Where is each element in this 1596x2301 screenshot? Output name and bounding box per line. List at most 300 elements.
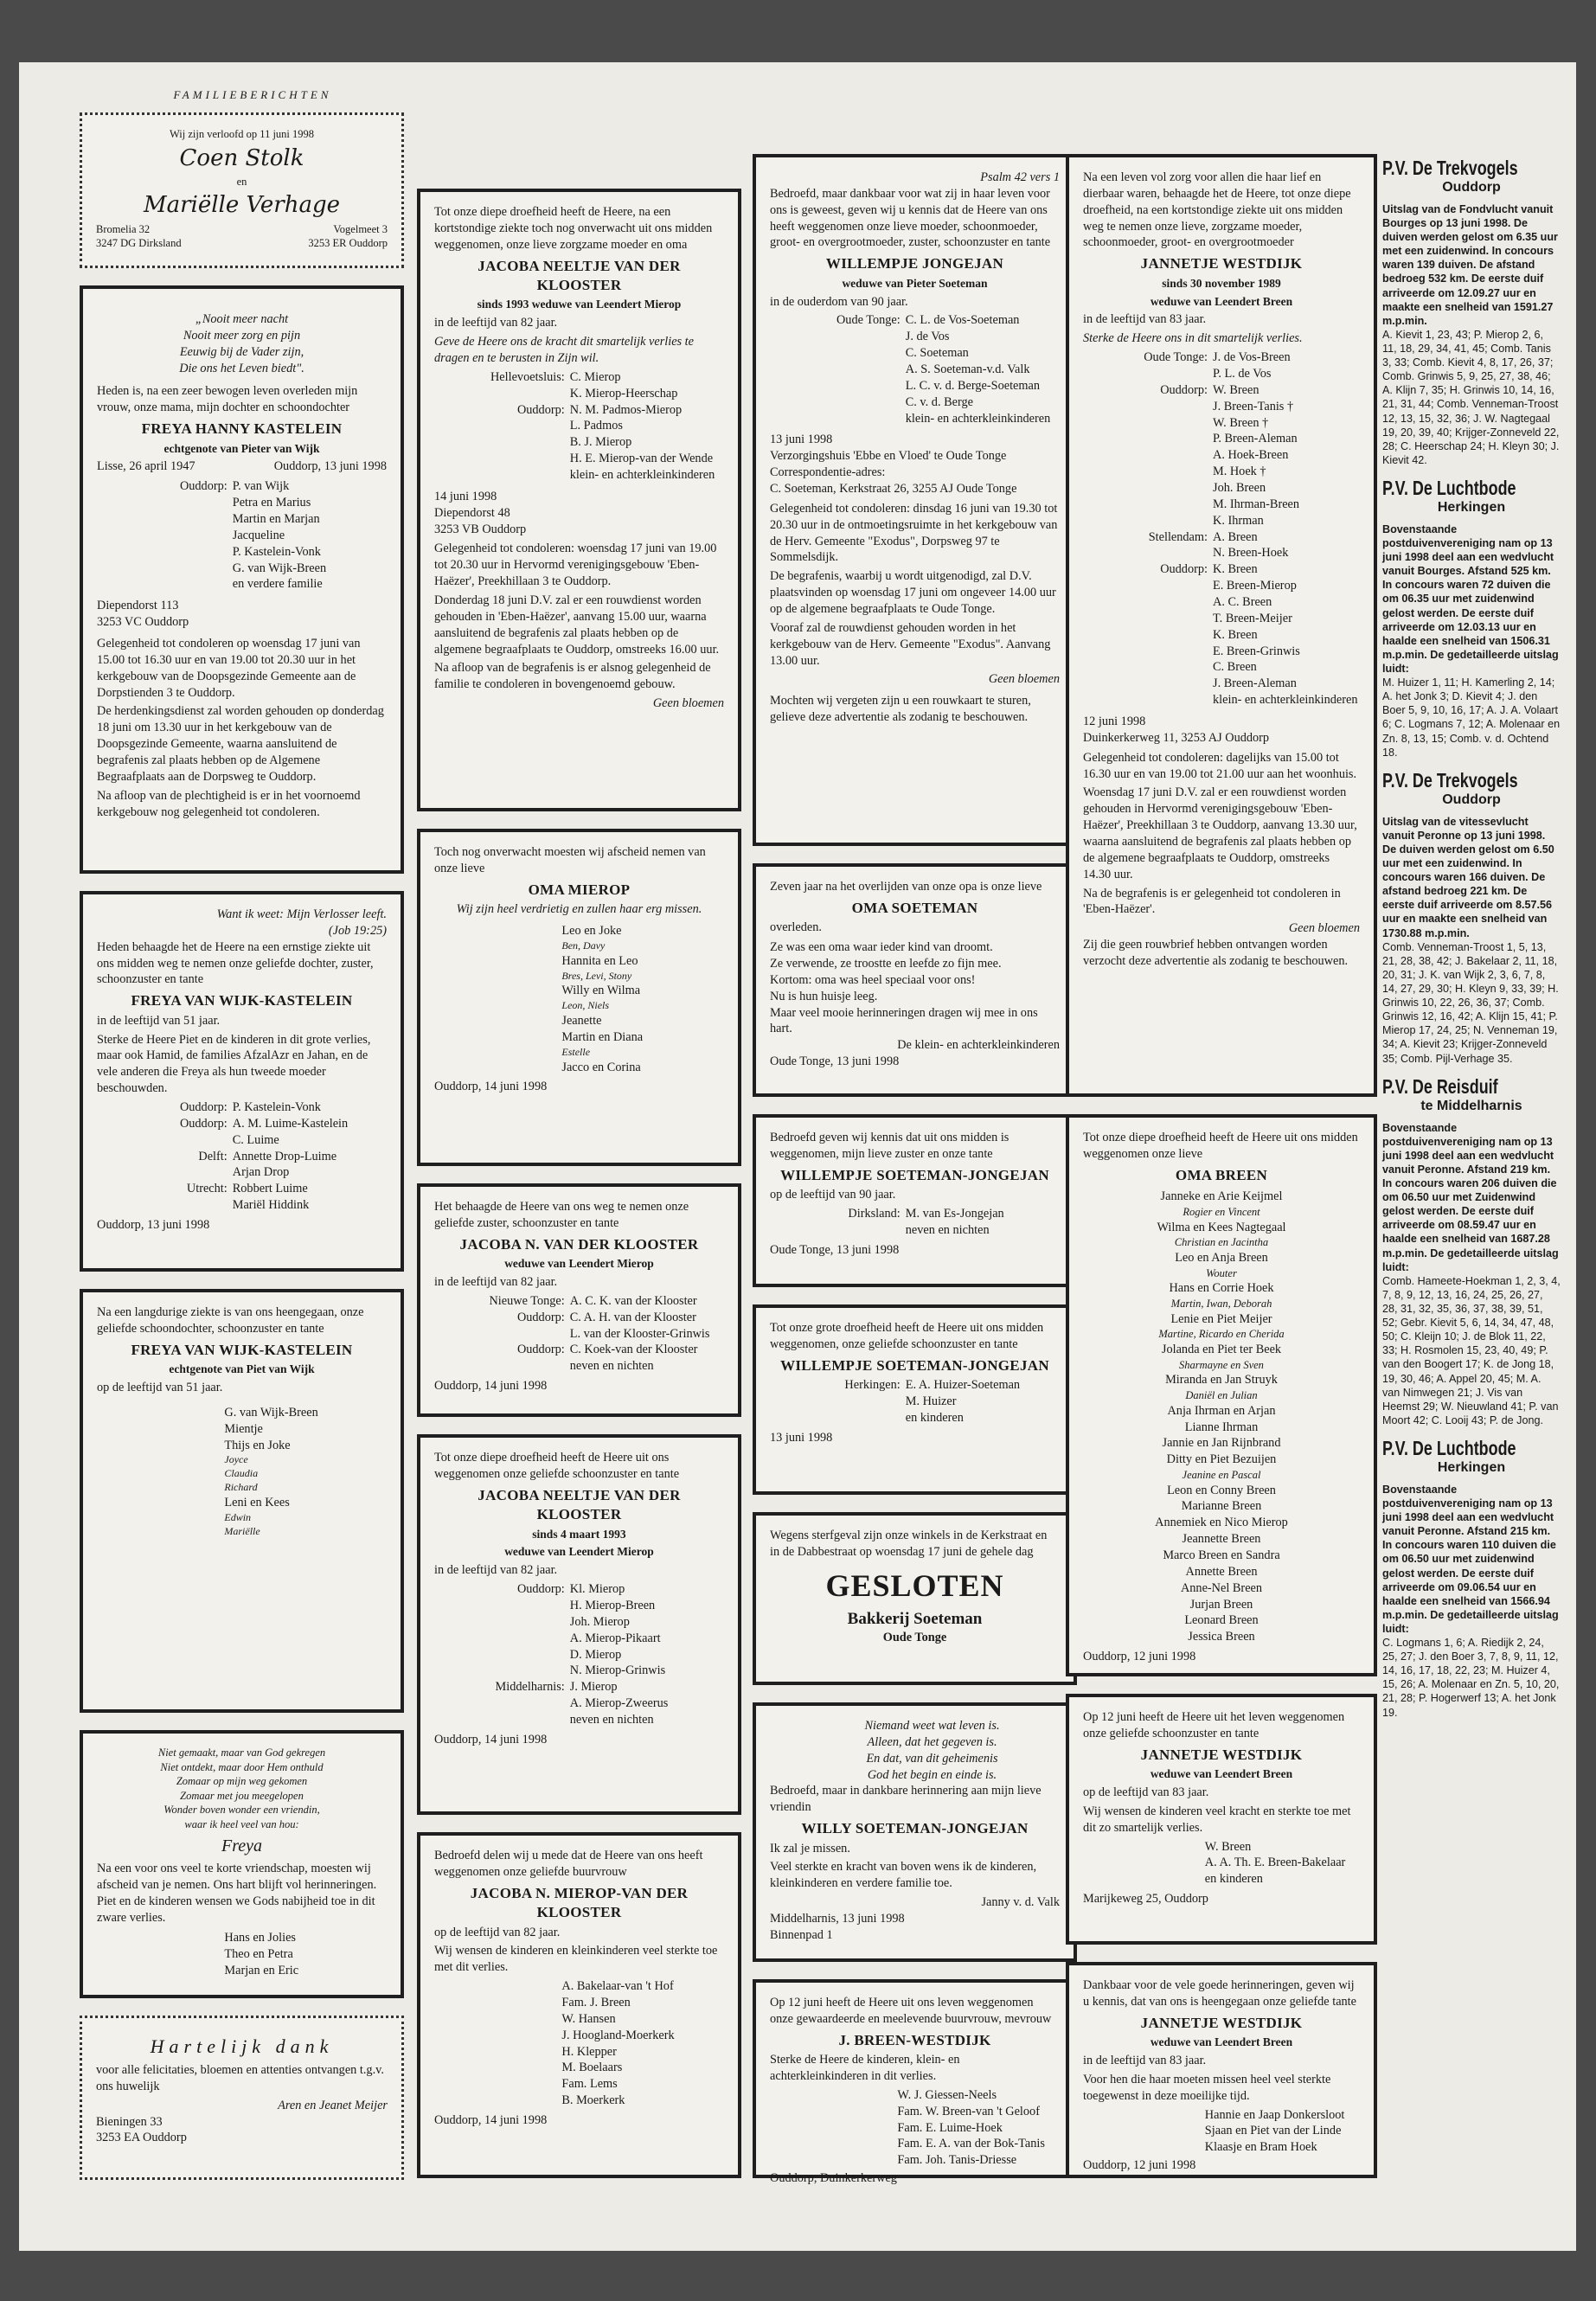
obituary-footer: Ouddorp, 14 juni 1998 [434,1080,548,1094]
deceased-name: FREYA VAN WIJK-KASTELEIN [131,1341,353,1358]
relatives-list [434,1293,724,1375]
relative-group [1083,561,1360,708]
friendship-poem: Niet gemaakt, maar van God gekregen Niet ontdekt, maar door Hem onthuld Zomaar op mijn weg gekomen Zomaar met jou meegelopen Wonder boven wonder een vriendin, waar ik heel veel van hou: [157,1747,326,1830]
obituary-text: Ik zal je missen. [770,1841,850,1856]
obituary-footer: 13 juni 1998 [770,1430,833,1445]
list-subitem: Ben, Davy [561,939,606,952]
obituary-jacoba-1 [417,189,741,811]
list-item: Jurjan Breen [1189,1597,1253,1612]
relative-place: Ouddorp: [179,1116,228,1131]
race-summary: Bovenstaande postduivenvereniging nam op 13 juni 1998 deel aan een wedvlucht vanuit Bourges. Afstand 525 km. In concours waren 72 duiven die om 06.35 uur met zuidenwind gelost werden. De eerste duif arriveerde om 12.03.13 uur en haalde een snelheid van 1506.31 m.p.min. De gedetailleerde uitslag luidt: [1382,522,1559,675]
obituary-body: Gelegenheid tot condoleren op woensdag 17 juni van 15.00 tot 16.30 uur en van 19.00 tot 20.30 uur in het kerkgebouw van de Doopsgezinde Gemeente aan de Dorpstienden 3 te Ouddorp. [97,637,361,700]
list-item: Annemiek en Nico Mierop [1155,1516,1288,1530]
list-item: Thijs en Joke [224,1438,291,1452]
obituary-quote: Geve de Heere ons de kracht dit smartelijk verlies te dragen en te berusten in Zijn wil. [434,335,694,365]
deceased-name: OMA SOETEMAN [851,899,978,916]
list-item: en kinderen [1204,1872,1263,1887]
relative-names [1213,561,1360,708]
relative-name: W. Breen [1213,382,1259,397]
list-item: Marco Breen en Sandra [1163,1548,1280,1563]
list-item: Anja Ihrman en Arjan [1167,1403,1276,1418]
obituary-willy-friend [753,1702,1077,1962]
club-name: P.V. De Trekvogels [1382,157,1518,179]
obituary-jannetje-3 [1066,1962,1377,2178]
relative-place: Ouddorp: [516,402,565,417]
obituary-text: Heden is, na een zeer bewogen leven overleden mijn vrouw, onze mama, mijn dochter en schoondochter [97,384,358,415]
relative-group [1083,349,1360,382]
obituary-text: Na een langdurige ziekte is van ons heengegaan, onze geliefde schoondochter, schoonzuster en tante [97,1305,364,1336]
obituary-body: Woensdag 17 juni D.V. zal er een rouwdienst worden gehouden in Hervormd verenigingsgebouw 'Eben-Haëzer', Preekhillaan 3 te Ouddorp, aanvang 13.30 uur, waarna aansluitend de begrafenis zal plaats hebben op de algemene begraafplaats te Ouddorp, omstreeks 14.30 uur. [1083,785,1357,881]
relative-place: Herkingen: [844,1378,901,1393]
friendship-poem: Niemand weet wat leven is. Alleen, dat het gegeven is. En dat, van dit geheimenis God het begin en einde is. [864,1719,1000,1782]
list-item: Fam. Joh. Tanis-Driesse [897,2153,1017,2168]
race-results: M. Huizer 1, 11; H. Kamerling 2, 14; A. het Jonk 3; D. Kievit 4; J. den Boer 5, 9, 10, 16, 17; A. J. A. Volaart 6; C. Logmans 7, 12; A. Molenaar en Zn. 8, 13, 15; Comb. v. d. Ochtend 18. [1382,676,1561,759]
relative-name: A. C. Breen [1213,594,1272,609]
list-subitem: Jeanine en Pascal [1182,1469,1261,1482]
deceased-spouse: weduwe van Leendert Breen [1150,294,1293,308]
relatives-list [1083,349,1360,708]
deceased-age: in de leeftijd van 51 jaar. [97,1013,221,1028]
relative-names [906,1377,1060,1426]
relative-name: P. Breen-Aleman [1213,432,1298,446]
list-item: Annette Breen [1185,1564,1258,1579]
list-subitem: Mariëlle [224,1524,260,1537]
relative-group [434,1310,724,1343]
family-list: Ouddorp: P. van Wijk Petra en Marius Martin en Marjan Jacqueline P. Kastelein-Vonk G. van Wijk-Breen en verdere familie [179,479,327,592]
relative-names [570,1310,724,1343]
deceased-name: JACOBA N. VAN DER KLOOSTER [459,1235,699,1253]
relative-place: Ouddorp: [516,1310,565,1324]
list-subitem: Joyce [224,1453,248,1466]
deceased-name: WILLEMPJE SOETEMAN-JONGEJAN [780,1356,1049,1374]
deceased-name: OMA BREEN [1175,1166,1268,1183]
relative-names [570,1581,724,1679]
relative-name: E. Breen-Grinwis [1213,644,1300,658]
list-item: H. Klepper [561,2044,617,2059]
deceased-spouse: weduwe van Leendert Mierop [504,1257,654,1271]
obituary-footer: Ouddorp, 13 juni 1998 [97,1218,210,1233]
relative-group [770,1206,1060,1239]
deceased-age: op de leeftijd van 82 jaar. [434,1925,561,1939]
obituary-body: De begrafenis, waarbij u wordt uitgenodigd, zal D.V. plaatsvinden op woensdag 17 juni om ongeveer 14.00 uur op de algemene begraafplaats te Oude Tonge. [770,569,1056,617]
list-item: A. A. Th. E. Breen-Bakelaar [1204,1856,1346,1870]
obituary-text: Op 12 juni heeft de Heere uit het leven weggenomen onze geliefde schoonzuster en tante [1083,1710,1345,1740]
relative-names [233,1149,387,1182]
newspaper-page [19,62,1576,2251]
list-subitem: Claudia [224,1467,259,1480]
obituary-body: Wij wensen de kinderen veel kracht en sterkte toe met dit zo smartelijk verlies. [1083,1804,1351,1835]
obituary-footer: Ouddorp, 14 juni 1998 [434,1379,548,1394]
obituary-body: Sterke de Heere de kinderen, klein- en achterkleinkinderen in dit verlies. [770,2053,960,2084]
deceased-age: op de leeftijd van 83 jaar. [1083,1785,1209,1799]
thank-you-ad [80,2016,404,2180]
obituary-willempje-3 [753,1304,1077,1495]
list-item: W. Breen [1204,1839,1252,1854]
club-name: P.V. De Luchtbode [1382,1436,1516,1459]
obituary-body: Na afloop van de plechtigheid is er in het voornoemd kerkgebouw nog gelegenheid tot condoleren. [97,788,361,819]
relative-name: L. C. v. d. Berge-Soeteman [905,378,1040,393]
relative-name: K. Breen [1213,562,1258,577]
engagement-intro: Wij zijn verloofd op 11 juni 1998 [169,128,315,140]
relative-name: M. van Es-Jongejan [905,1207,1004,1221]
relative-name: E. Breen-Mierop [1213,579,1297,593]
relative-place: Ouddorp: [1160,562,1208,577]
obituary-body: Donderdag 18 juni D.V. zal er een rouwdienst worden gehouden in 'Eben-Haëzer', aanvang 15.00 uur, waarna aansluitend de begrafenis zal plaats hebben op de algemene begraafplaats te Ouddorp, omstreeks 16.00 uur. [434,593,720,657]
relative-name: M. Huizer [905,1394,957,1409]
farewell-text: Na een voor ons veel te korte vriendschap, moesten wij afscheid van je nemen. Ons hart blijft vol herinneringen. Piet en de kinderen wensen we Gods nabijheid toe in dit zware verlies. [97,1862,377,1925]
obituary-text: overleden. [770,920,822,935]
relative-name: Arjan Drop [232,1165,290,1180]
relative-group [434,1679,724,1728]
relatives-list [434,1581,724,1728]
deceased-since: sinds 30 november 1989 [1162,276,1281,290]
relative-names [1213,529,1360,562]
relative-name: Annette Drop-Luime [232,1149,337,1163]
obituary-body: Voor hen die haar moeten missen heel veel sterkte toegewenst in deze moeilijke tijd. [1083,2072,1331,2103]
farewell-freya-friends [80,1730,404,1998]
obituary-text: Dankbaar voor de vele goede herinneringen, geven wij u kennis, dat van ons is heengegaan onze geliefde tante [1083,1978,1357,2009]
relative-names [570,1293,724,1310]
list-item: J. Hoogland-Moerkerk [561,2028,675,2042]
obituary-poem: Ze was een oma waar ieder kind van droomt. Ze verwende, ze troostte en leefde zo fijn mee. Kortom: oma was heel speciaal voor ons! Nu is hun huisje leeg. Maar veel mooie herinneringen dragen wij mee in ons hart. [770,940,1038,1036]
list-item: Jeannette Breen [1182,1532,1261,1547]
obituary-breen-neighbours [753,1979,1077,2186]
obituary-oma-mierop [417,829,741,1166]
friend-name: Freya [221,1836,262,1856]
list-subitem: Leon, Niels [561,999,610,1012]
race-results: Comb. Venneman-Troost 1, 5, 13, 21, 28, 38, 42; J. Bakelaar 2, 11, 18, 20, 31; J. K. van Wijk 2, 3, 6, 7, 8, 14, 27, 29, 30; H. Kleyn 9, 33, 39; H. Grinwis 10, 22, 26, 36, 37; Comb. Grinwis 12, 16, 42; A. Klijn 15, 41; P. Mierop 17, 24, 25; N. Venneman 19, 34; A. Kievit 23; Krijger-Zonneveld 35; Comb. Pijl-Verhage 35. [1382,940,1559,1065]
relative-place: Nieuwe Tonge: [489,1293,565,1308]
list-item: Miranda en Jan Struyk [1165,1373,1278,1388]
family-list [1083,1839,1360,1888]
relative-place: Dirksland: [848,1207,901,1221]
relative-place: Ouddorp: [516,1582,565,1597]
race-results: Comb. Hameete-Hoekman 1, 2, 3, 4, 7, 8, 9, 12, 13, 16, 24, 25, 26, 27, 28, 31, 32, 35, 36, 37, 38, 39, 51, 52; Gebr. Kievit 5, 6, 14, 34, 47, 48, 50; C. Kleijn 10; J. de Blok 11, 22, 33; H. Rosmolen 15, 23, 40, 49; P. van den Boogert 17; K. de Jong 18, 19, 30, 46; A. Appel 20, 45; M. A. van Nimwegen 21; J. Vis van Heemst 29; W. Nieuwland 41; P. van Moort 42; C. Looij 43; P. de Jong. [1382,1274,1561,1426]
obituary-poem: „Nooit meer nacht Nooit meer zorg en pijn Eeuwig bij de Vader zijn, Die ons het Leven biedt". [179,312,304,375]
list-subitem: Wouter [1206,1266,1237,1279]
relative-name: neven en nichten [905,1222,990,1237]
list-subitem: Martine, Ricardo en Cherida [1158,1328,1285,1341]
list-item: Jacco en Corina [561,1060,641,1074]
relative-name: L. van der Klooster-Grinwis [569,1326,710,1341]
obituary-body: Na afloop van de begrafenis is er alsnog gelegenheid de familie te condoleren in bovengenoemd gebouw. [434,661,711,692]
obituary-text: Bedroefd, maar in dankbare herinnering aan mijn lieve vriendin [770,1784,1042,1815]
obituary-footer: Ouddorp, 12 juni 1998 [1083,2158,1196,2173]
deceased-age: in de leeftijd van 82 jaar. [434,1563,558,1578]
obituary-sign: De klein- en achterkleinkinderen [897,1038,1060,1053]
relative-name: B. J. Mierop [569,435,632,450]
club-name: P.V. De Luchtbode [1382,476,1516,499]
list-item: Hannita en Leo [561,953,638,968]
relative-name: klein- en achterkleinkinderen [1213,693,1358,708]
relative-name: L. Padmos [569,419,623,433]
deceased-name: JACOBA NEELTJE VAN DER KLOOSTER [478,257,681,294]
relative-place: Oude Tonge: [1144,350,1208,365]
list-item: Mientje [224,1421,263,1436]
obituary-text: Heden behaagde het de Heere na een ernstige ziekte uit ons midden weg te nemen onze geliefde dochter, zuster, schoonzuster en tante [97,939,374,987]
relative-group [1083,529,1360,562]
relative-name: C. Luime [232,1132,279,1147]
obituary-text: Bedroefd, maar dankbaar voor wat zij in haar leven voor ons is geweest, geven wij u kennis dat de Heere van ons heeft weggenomen onze lieve moeder, schoonmoeder, groot- en overgrootmoeder, zuster, schoonzuster en tante [770,186,1051,250]
relatives-list [770,1206,1060,1239]
race-summary: Uitslag van de Fondvlucht vanuit Bourges op 13 juni 1998. De duiven werden gelost om 6.35 uur met een zuidenwind. In concours waren 139 duiven. De afstand bedroeg 532 km. De eerste duif arriveerde om 12.09.27 uur en maakte een snelheid van 1591.27 m.p.min. [1382,202,1558,327]
relative-name: J. de Vos [905,330,950,344]
list-item: Jeanette [561,1014,602,1029]
list-item: W. J. Giessen-Neels [897,2087,997,2102]
obituary-text: Bedroefd delen wij u mede dat de Heere van ons heeft weggenomen onze geliefde buurvrouw [434,1849,703,1879]
obituary-willempje-2 [753,1114,1077,1287]
obituary-text: Toch nog onverwacht moesten wij afscheid nemen van onze lieve [434,845,706,875]
deceased-name: FREYA HANNY KASTELEIN [141,420,343,438]
bible-quote: Want ik weet: Mijn Verlosser leeft. [216,907,387,921]
family-list [1083,1189,1360,1645]
list-item: Fam. E. Luime-Hoek [897,2120,1003,2135]
relative-name: A. Mierop-Zweerus [569,1696,669,1711]
list-item: G. van Wijk-Breen [224,1405,318,1420]
closing-notice [753,1512,1077,1685]
relative-place: Ouddorp: [1160,382,1208,397]
relative-name: klein- en achterkleinkinderen [905,411,1051,426]
obituary-body: Wij wensen de kinderen en kleinkinderen veel sterkte toe met dit verlies. [434,1944,718,1975]
section-header: FAMILIEBERICHTEN [173,88,332,101]
relative-name: klein- en achterkleinkinderen [569,468,715,482]
relatives-list [770,312,1060,426]
relative-name: J. Mierop [569,1680,618,1695]
obituary-oma-breen [1066,1114,1377,1676]
relative-name: J. Breen-Aleman [1213,676,1297,691]
neighbour-list [770,2087,1060,2169]
relative-name: C. Soeteman [905,346,969,361]
deceased-age: op de leeftijd van 51 jaar. [97,1380,223,1394]
relative-names [233,1116,387,1149]
deceased-name: JACOBA NEELTJE VAN DER KLOOSTER [478,1486,681,1523]
deceased-spouse: weduwe van Leendert Breen [1150,1767,1293,1781]
name-coen: Coen Stolk [179,144,304,171]
relative-name: N. Breen-Hoek [1213,546,1289,561]
list-subitem: Rogier en Vincent [1183,1206,1260,1219]
relative-name: W. Breen † [1213,415,1269,430]
list-item: Marianne Breen [1181,1499,1262,1514]
relative-name: P. Kastelein-Vonk [232,1100,321,1115]
obituary-body: Veel sterkte en kracht van boven wens ik de kinderen, kleinkinderen en verdere familie toe. [770,1860,1037,1891]
list-item: Anne-Nel Breen [1180,1580,1263,1595]
engagement-addresses: Bromelia 32 3247 DG Dirksland Vogelmeet 3 3253 ER Ouddorp [96,222,388,250]
list-item: Leni en Kees [224,1495,290,1509]
deceased-name: JANNETJE WESTDIJK [1140,1746,1303,1763]
list-item: Sjaan en Piet van der Linde [1204,2124,1342,2138]
relative-place: Ouddorp: [516,1343,565,1357]
obituary-freya-1 [80,285,404,874]
closed-heading: GESLOTEN [825,1567,1004,1603]
obituary-footer: Geen bloemen [1288,921,1360,936]
deceased-age: in de leeftijd van 83 jaar. [1083,2053,1207,2067]
list-item: Lianne Ihrman [1184,1420,1259,1434]
list-subitem: Bres, Levi, Stony [561,969,632,982]
race-summary: Bovenstaande postduivenvereniging nam op 13 juni 1998 deel aan een wedvlucht vanuit Peronne. Afstand 219 km. In concours waren 206 duiven die om 06.50 uur met Zuidenwind gelost werden. De eerste duif arriveerde om 08.59.47 uur en haalde een snelheid van 1687.28 m.p.min. De gedetailleerde uitslag luidt: [1382,1121,1559,1273]
relative-group [97,1116,387,1149]
obituary-freya-3 [80,1289,404,1713]
obituary-quote: Wij zijn heel verdrietig en zullen haar erg missen. [456,902,702,917]
race-results: A. Kievit 1, 23, 43; P. Mierop 2, 6, 11, 18, 29, 34, 41, 45; Comb. Tanis 3, 33; Comb. Kievit 4, 8, 17, 26, 37; Comb. Grinwis 5, 9, 25, 27, 38, 46; A. Klijn 7, 35; H. Grinwis 10, 14, 16, 21, 31, 44; Comb. Venneman-Troost 12, 13, 15, 32, 36; J. W. Nagtegaal 19, 20, 39, 40; Krijger-Zonneveld 22, 28; C. Heerschap 24; H. Kleyn 30; J. Kievit 42. [1382,328,1560,466]
race-summary: Bovenstaande postduivenvereniging nam op 13 juni 1998 deel aan een wedvlucht vanuit Peronne. Afstand 215 km. In concours waren 110 duiven die om 06.50 uur met zuidenwind gelost werden. De eerste duif arriveerde om 09.06.54 uur en haalde een snelheid van 1566.94 m.p.min. De gedetailleerde uitslag luidt: [1382,1483,1559,1635]
obituary-text: Na een leven vol zorg voor allen die haar lief en dierbaar waren, behaagde het de Heere, tot onze diepe droefheid, na een kortstondige ziekte uit ons midden weg te nemen onze lieve, zorgzame moeder, schoonmoeder, groot- en overgrootmoeder [1083,170,1351,250]
relative-name: M. Ihrman-Breen [1213,497,1300,511]
relative-name: K. Breen [1213,627,1258,642]
relative-name: H. E. Mierop-van der Wende [569,452,714,466]
obituary-body: Na de begrafenis is er gelegenheid tot condoleren in 'Eben-Haëzer'. [1083,886,1341,917]
relative-names [1213,349,1360,382]
club-location: Ouddorp [1442,792,1501,808]
relative-group [97,1149,387,1182]
list-subitem: Christian en Jacintha [1174,1236,1269,1249]
thank-you-sign: Aren en Jeanet Meijer [278,2098,388,2112]
relative-name: Robbert Luime [232,1182,308,1196]
obituary-body: Gelegenheid tot condoleren: dagelijks van 15.00 tot 16.30 uur en van 19.00 tot 21.00 uur aan het woonhuis. [1083,750,1357,781]
relative-group [770,312,1060,426]
family-list [434,923,724,1075]
obituary-footer: Geen bloemen [652,696,724,711]
relative-group [1083,382,1360,529]
deceased-spouse: weduwe van Leendert Breen [1150,2035,1293,2049]
thank-you-text: voor alle felicitaties, bloemen en attenties ontvangen t.g.v. ons huwelijk [96,2063,384,2093]
deceased-age: in de leeftijd van 83 jaar. [1083,312,1207,327]
relative-names [233,1181,387,1214]
relative-names [570,369,724,402]
relative-place: Hellevoetsluis: [490,369,565,384]
deceased-spouse: weduwe van Pieter Soeteman [842,276,988,290]
deceased-age: in de leeftijd van 82 jaar. [434,316,558,330]
list-item: Hannie en Jaap Donkersloot [1204,2107,1345,2122]
list-item: B. Moerkerk [561,2093,625,2108]
engagement-ad [80,112,404,268]
relative-name: neven en nichten [569,1359,654,1374]
relative-name: A. Mierop-Pikaart [569,1631,661,1645]
relative-names [570,1679,724,1728]
relative-place: Utrecht: [186,1182,228,1196]
relative-place: Middelharnis: [495,1680,565,1695]
deceased-name: JANNETJE WESTDIJK [1140,2014,1303,2031]
deceased-name: WILLEMPJE JONGEJAN [825,255,1004,272]
relatives-list [97,1099,387,1214]
relative-names [233,1099,387,1116]
obituary-address: Diependorst 113 3253 VC Ouddorp [97,599,189,630]
race-results: C. Logmans 1, 6; A. Riedijk 2, 24, 25, 27; J. den Boer 3, 7, 8, 9, 11, 12, 14, 16, 17, 18, 22, 23; M. Huizer 4, 15, 26; A. Molenaar en Zn. 5, 10, 20, 21, 28; P. Hogerwerf 13; A. het Jonk 19. [1382,1637,1560,1719]
obituary-footer: Geen bloemen [988,672,1060,687]
bible-ref: (Job 19:25) [328,923,387,938]
relative-group [434,1342,724,1375]
obituary-jacoba-3 [417,1434,741,1815]
club-location: Ouddorp [1442,180,1501,195]
deceased-since: sinds 4 maart 1993 [532,1527,626,1541]
obituary-address: 13 juni 1998 Verzorgingshuis 'Ebbe en Vloed' te Oude Tonge Correspondentie-adres: C. Soeteman, Kerkstraat 26, 3255 AJ Oude Tonge [770,433,1017,496]
relative-name: E. A. Huizer-Soeteman [905,1378,1021,1393]
list-item: Lenie en Piet Meijer [1170,1311,1272,1326]
list-subitem: Richard [224,1481,258,1494]
relative-name: J. Breen-Tanis † [1213,399,1294,413]
obituary-note: Mochten wij vergeten zijn u een rouwkaart te sturen, gelieve deze advertentie als zodanig te beschouwen. [770,694,1031,725]
obituary-dates: Lisse, 26 april 1947 Ouddorp, 13 juni 1998 [97,459,387,474]
deceased-name: FREYA VAN WIJK-KASTELEIN [131,992,353,1009]
obituary-note: Zij die geen rouwbrief hebben ontvangen worden verzocht deze advertentie als zodanig te beschouwen. [1083,938,1349,969]
obituary-text: Bedroefd geven wij kennis dat uit ons midden is weggenomen, mijn lieve zuster en onze tante [770,1131,1010,1161]
relative-name: neven en nichten [569,1712,654,1727]
relative-name: C. Mierop [569,369,621,384]
obituary-address: 12 juni 1998 Duinkerkerweg 11, 3253 AJ Ouddorp [1083,714,1270,745]
club-location: Herkingen [1437,500,1506,516]
name-marielle: Mariëlle Verhage [143,192,341,219]
obituary-freya-2 [80,891,404,1272]
relative-name: Kl. Mierop [569,1582,625,1597]
deceased-name: J. BREEN-WESTDIJK [838,2031,991,2048]
obituary-footer: Ouddorp, 14 juni 1998 [434,2113,548,2128]
relatives-list [770,1377,1060,1426]
obituary-text: Tot onze diepe droefheid heeft de Heere uit ons weggenomen onze geliefde schoonzuster en tante [434,1451,680,1481]
list-item: Hans en Corrie Hoek [1169,1281,1274,1296]
neighbour-list [434,1978,724,2109]
relative-place: Delft: [198,1149,228,1163]
list-subitem: Martin, Iwan, Deborah [1170,1298,1272,1311]
obituary-address: 14 juni 1998 Diependorst 48 3253 VB Ouddorp [434,489,527,536]
relative-names [570,1342,724,1375]
list-item: A. Bakelaar-van 't Hof [561,1979,674,1994]
deceased-name: JACOBA N. MIEROP-VAN DER KLOOSTER [470,1884,689,1921]
relative-group [770,1377,1060,1426]
obituary-footer: Oude Tonge, 13 juni 1998 [770,1242,900,1257]
relative-group [97,1181,387,1214]
relative-place: Stellendam: [1148,529,1208,544]
relative-names [570,402,724,484]
relative-group [434,1293,724,1310]
obituary-body: Gelegenheid tot condoleren: woensdag 17 juni van 19.00 tot 20.30 uur in Hervormd verenigingsgebouw 'Eben-Haëzer', Preekhillaan 3 te Ouddorp. [434,542,717,589]
relative-place: Oude Tonge: [836,313,901,328]
obituary-footer: Ouddorp, Duinkerkerweg [770,2171,897,2186]
club-name: P.V. De Trekvogels [1382,768,1518,792]
relative-name: K. Mierop-Heerschap [569,386,678,401]
list-subitem: Sharmayne en Sven [1179,1358,1264,1371]
list-item: Wilma en Kees Nagtegaal [1157,1220,1286,1234]
relative-place: Ouddorp: [179,1100,228,1115]
list-item: Fam. W. Breen-van 't Geloof [897,2104,1040,2118]
family-list [97,1405,387,1539]
relative-name: en kinderen [905,1410,964,1425]
thank-you-title: Hartelijk dank [150,2035,334,2057]
obituary-body: Sterke de Heere Piet en de kinderen in dit grote verlies, maar ook Hamid, de families AfzalAzr en Jahan, en de vele anderen die Freya als hun tweede moeder beschouwden. [97,1032,371,1096]
club-location: te Middelharnis [1420,1099,1522,1114]
deceased-age: op de leeftijd van 90 jaar. [770,1188,896,1202]
obituary-address: Middelharnis, 13 juni 1998 Binnenpad 1 [770,1912,905,1942]
obituary-sign: Janny v. d. Valk [981,1895,1060,1910]
list-item: Klaasje en Bram Hoek [1204,2140,1317,2155]
relative-name: C. Breen [1213,660,1257,675]
relative-name: A. Hoek-Breen [1213,448,1289,463]
deceased-name: WILLY SOETEMAN-JONGEJAN [801,1820,1029,1837]
deceased-spouse: weduwe van Leendert Mierop [504,1545,654,1559]
relative-name: Mariël Hiddink [232,1198,310,1213]
relative-name: C. Koek-van der Klooster [569,1343,698,1357]
psalm-quote: Psalm 42 vers 1 [980,170,1060,184]
shop-name: Bakkerij Soeteman [847,1610,983,1629]
relative-name: H. Mierop-Breen [569,1598,656,1612]
obituary-jacoba-2 [417,1183,741,1417]
obituary-text: Zeven jaar na het overlijden van onze opa is onze lieve [770,880,1042,894]
relative-group [97,1099,387,1116]
obituary-text: Tot onze diepe droefheid heeft de Heere, na een kortstondige ziekte toch nog onverwacht uit ons midden weggenomen, onze lieve zorgzame moeder en oma [434,205,713,252]
club-location: Herkingen [1437,1460,1506,1476]
list-item: Jessica Breen [1188,1630,1255,1644]
list-item: Leonard Breen [1184,1613,1259,1628]
list-item: Martin en Diana [561,1029,644,1044]
deceased-spouse: echtgenote van Piet van Wijk [169,1362,315,1376]
